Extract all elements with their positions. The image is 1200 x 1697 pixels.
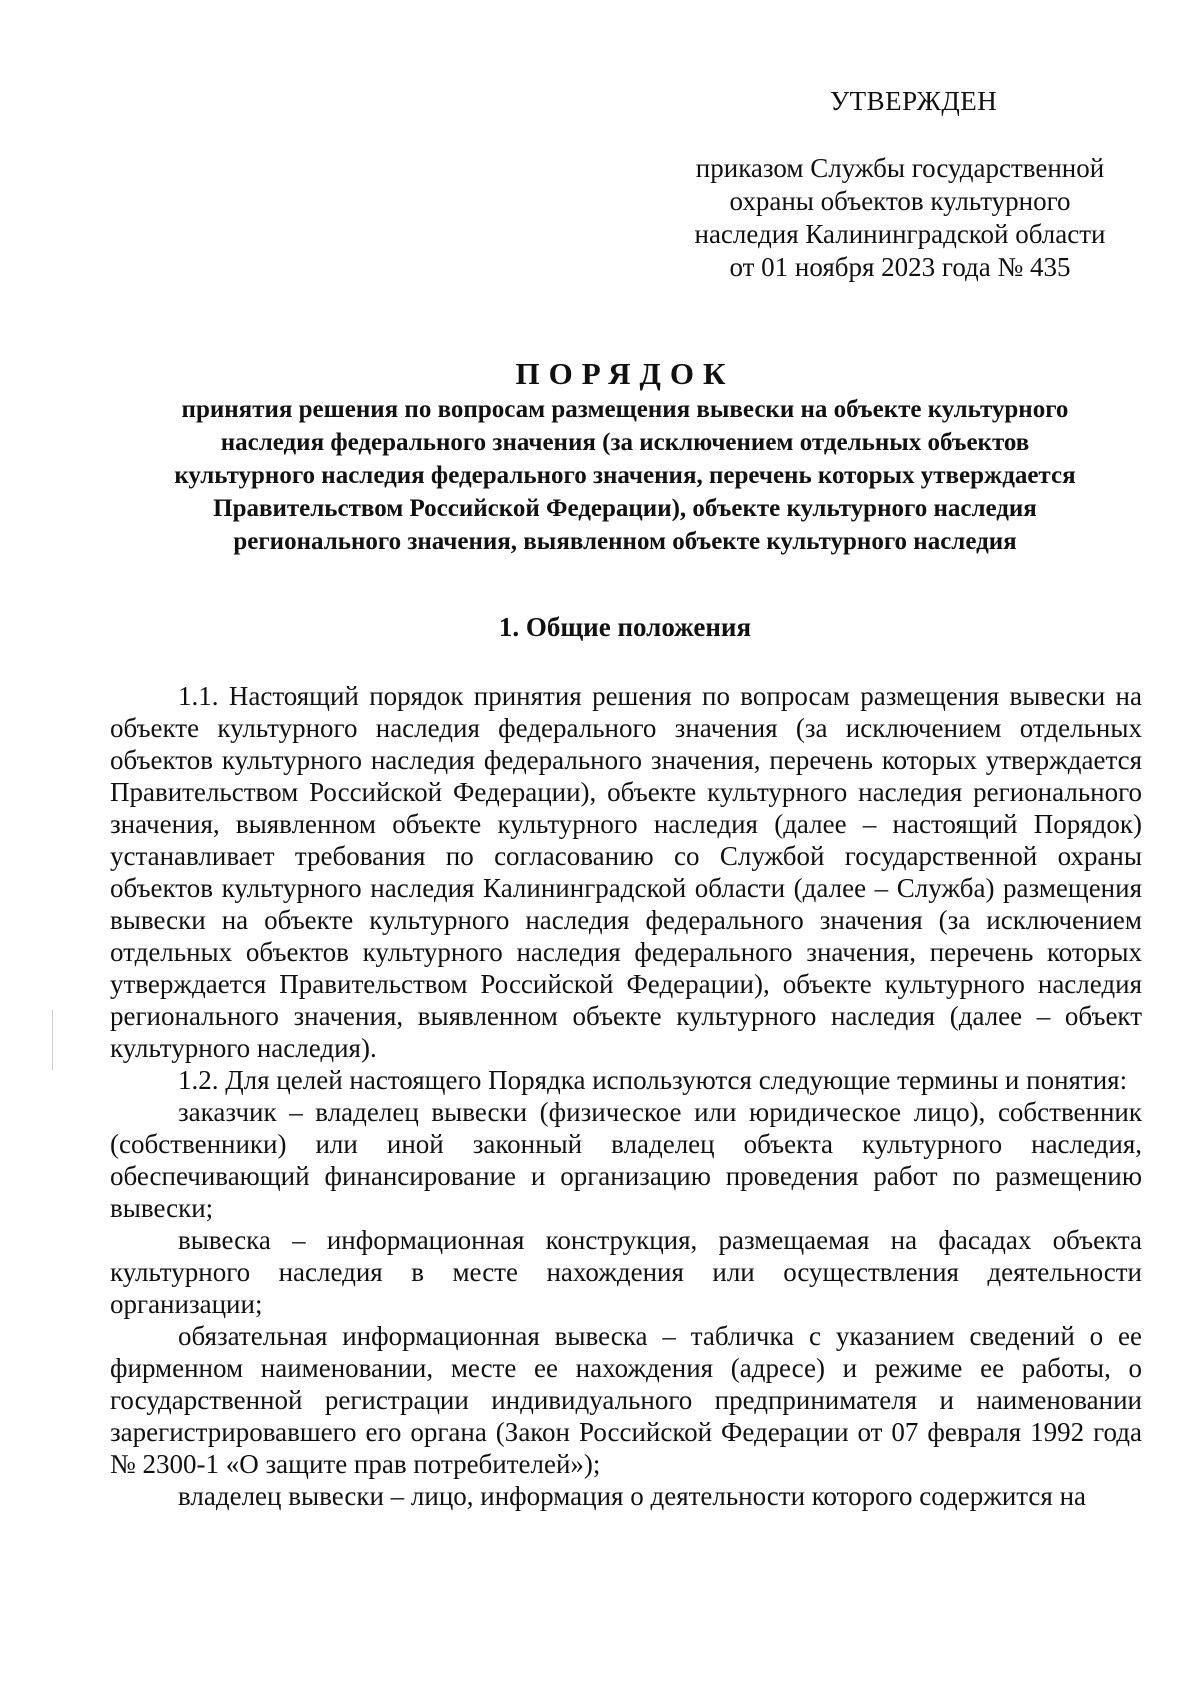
document-title: ПОРЯДОК	[515, 356, 735, 391]
document-subtitle	[100, 393, 1150, 558]
definition-customer: заказчик – владелец вывески (физическое или юридическое лицо), собственник (собственники) или иной законный владелец объекта культурного наследия, обеспечивающий финансирование и организацию проведения работ по размещению вывески;	[110, 1097, 1142, 1223]
paragraph-1-1: 1.1. Настоящий порядок принятия решения по вопросам размещения вывески на объекте культурного наследия федерального значения (за исключением отдельных объектов культурного наследия федерального значения, перечень которых утверждается Правительством Российской Федерации), объекте культурного наследия регионального значения, выявленном объекте культурного наследия (далее – настоящий Порядок) устанавливает требования по согласованию со Службой государственной охраны объектов культурного наследия Калининградской области (далее – Служба) размещения вывески на объекте культурного наследия федерального значения (за исключением отдельных объектов культурного наследия федерального значения, перечень которых утверждается Правительством Российской Федерации), объекте культурного наследия регионального значения, выявленном объекте культурного наследия (далее – объект культурного наследия).	[110, 681, 1142, 1063]
subtitle-line: культурного наследия федерального значения, перечень которых утверждается	[174, 462, 1076, 489]
definition-signboard-owner: владелец вывески – лицо, информация о деятельности которого содержится на	[178, 1481, 1087, 1511]
approval-line: от 01 ноября 2023 года № 435	[729, 252, 1071, 282]
section-heading: 1. Общие положения	[498, 612, 752, 642]
definition-mandatory-signboard: обязательная информационная вывеска – табличка с указанием сведений о ее фирменном наименовании, месте ее нахождения (адресе) и режиме ее работы, о государственной регистрации индивидуального предпринимателя и наименовании зарегистрировавшего его органа (Закон Российской Федерации от 07 февраля 1992 года № 2300-1 «О защите прав потребителей»);	[110, 1321, 1142, 1479]
scan-margin-mark	[52, 1010, 53, 1070]
approval-line: наследия Калининградской области	[694, 219, 1106, 249]
subtitle-line: регионального значения, выявленном объекте культурного наследия	[233, 528, 1017, 555]
paragraph-1-2: 1.2. Для целей настоящего Порядка используются следующие термины и понятия:	[178, 1065, 1128, 1095]
approval-details	[660, 152, 1140, 284]
approval-line: охраны объектов культурного	[729, 186, 1071, 216]
subtitle-line: Правительством Российской Федерации), объекте культурного наследия	[213, 495, 1037, 522]
approval-stamp: УТВЕРЖДЕН	[830, 86, 998, 116]
section-body	[110, 680, 1142, 1512]
subtitle-line: наследия федерального значения (за исключением отдельных объектов	[220, 429, 1030, 456]
subtitle-line: принятия решения по вопросам размещения вывески на объекте культурного	[181, 396, 1069, 423]
approval-line: приказом Службы государственной	[695, 153, 1105, 183]
definition-signboard: вывеска – информационная конструкция, размещаемая на фасадах объекта культурного наследия в месте нахождения или осуществления деятельности организации;	[110, 1225, 1142, 1319]
